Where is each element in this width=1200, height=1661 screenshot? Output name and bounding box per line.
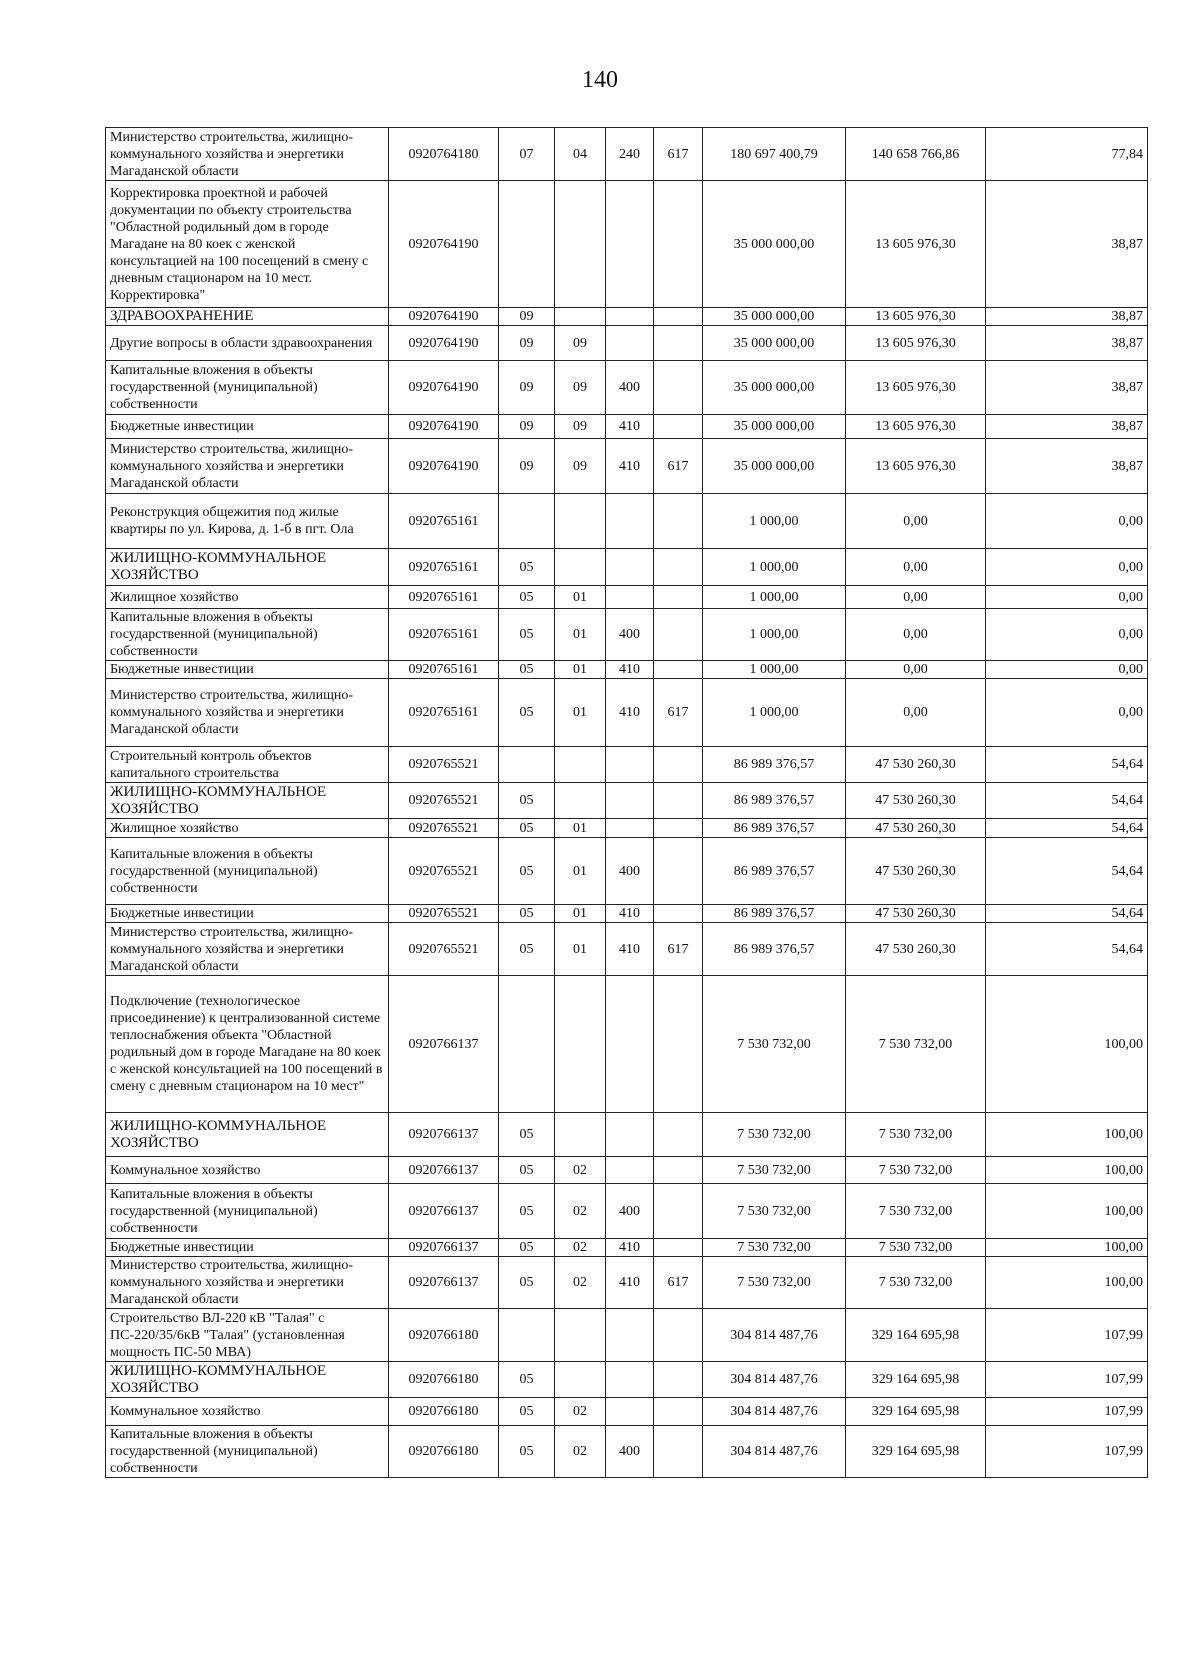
row-plan-amount: 1 000,00 — [703, 679, 846, 747]
row-section: 09 — [499, 439, 555, 494]
row-subsection — [555, 1309, 606, 1362]
row-percent: 0,00 — [986, 661, 1148, 679]
row-fact-amount: 13 605 976,30 — [846, 181, 986, 308]
row-code: 0920764190 — [389, 439, 499, 494]
row-section: 07 — [499, 128, 555, 181]
table-row — [106, 976, 1148, 1113]
row-grbs — [654, 586, 703, 609]
row-code: 0920766180 — [389, 1398, 499, 1426]
table-row — [106, 1398, 1148, 1426]
row-code: 0920765521 — [389, 747, 499, 783]
row-fact-amount: 329 164 695,98 — [846, 1309, 986, 1362]
row-fact-amount: 13 605 976,30 — [846, 415, 986, 439]
row-percent: 38,87 — [986, 415, 1148, 439]
row-name: Строительство ВЛ-220 кВ "Талая" с ПС-220/35/6кВ "Талая" (установленная мощность ПС-50 МВА) — [106, 1309, 389, 1362]
row-fact-amount: 329 164 695,98 — [846, 1398, 986, 1426]
row-grbs: 617 — [654, 679, 703, 747]
row-grbs — [654, 1362, 703, 1398]
row-expense-type: 410 — [606, 923, 654, 976]
table-row — [106, 415, 1148, 439]
row-grbs: 617 — [654, 128, 703, 181]
row-section — [499, 494, 555, 549]
row-name: Капитальные вложения в объекты государственной (муниципальной) собственности — [106, 609, 389, 661]
budget-table — [105, 127, 1148, 1478]
row-percent: 107,99 — [986, 1398, 1148, 1426]
row-name: Министерство строительства, жилищно-коммунального хозяйства и энергетики Магаданской области — [106, 679, 389, 747]
row-fact-amount: 13 605 976,30 — [846, 308, 986, 326]
row-section: 05 — [499, 819, 555, 838]
row-plan-amount: 1 000,00 — [703, 609, 846, 661]
row-name: ЖИЛИЩНО-КОММУНАЛЬНОЕ ХОЗЯЙСТВО — [106, 1113, 389, 1157]
row-grbs — [654, 494, 703, 549]
row-section: 05 — [499, 1113, 555, 1157]
row-code: 0920766180 — [389, 1362, 499, 1398]
page-number: 140 — [582, 67, 618, 93]
row-grbs — [654, 361, 703, 415]
table-row — [106, 609, 1148, 661]
table-row — [106, 1239, 1148, 1257]
row-name: Министерство строительства, жилищно-коммунального хозяйства и энергетики Магаданской области — [106, 1257, 389, 1309]
row-plan-amount: 86 989 376,57 — [703, 819, 846, 838]
row-name: Реконструкция общежития под жилые квартиры по ул. Кирова, д. 1-б в пгт. Ола — [106, 494, 389, 549]
table-row — [106, 1113, 1148, 1157]
row-section: 05 — [499, 661, 555, 679]
row-code: 0920766137 — [389, 1157, 499, 1184]
row-fact-amount: 7 530 732,00 — [846, 1113, 986, 1157]
table-row — [106, 326, 1148, 361]
table-row — [106, 783, 1148, 819]
row-fact-amount: 47 530 260,30 — [846, 783, 986, 819]
table-row — [106, 308, 1148, 326]
row-expense-type — [606, 1113, 654, 1157]
row-expense-type: 400 — [606, 1184, 654, 1239]
row-percent: 0,00 — [986, 586, 1148, 609]
row-expense-type — [606, 586, 654, 609]
table-row — [106, 1362, 1148, 1398]
table-row — [106, 586, 1148, 609]
row-expense-type: 410 — [606, 1257, 654, 1309]
row-grbs — [654, 326, 703, 361]
row-grbs — [654, 783, 703, 819]
row-name: Другие вопросы в области здравоохранения — [106, 326, 389, 361]
row-expense-type — [606, 494, 654, 549]
row-section: 05 — [499, 1257, 555, 1309]
row-plan-amount: 304 814 487,76 — [703, 1398, 846, 1426]
row-expense-type: 410 — [606, 415, 654, 439]
row-subsection — [555, 783, 606, 819]
row-plan-amount: 35 000 000,00 — [703, 308, 846, 326]
row-subsection — [555, 976, 606, 1113]
row-code: 0920765161 — [389, 679, 499, 747]
row-section: 05 — [499, 549, 555, 586]
row-expense-type: 400 — [606, 1426, 654, 1478]
row-section — [499, 181, 555, 308]
row-grbs — [654, 1426, 703, 1478]
row-name: Подключение (технологическое присоединение) к централизованной системе теплоснабжения объекта "Областной родильный дом в городе Магадане на 80 коек с женской консультацией на 100 посещений в смену с дневным стационаром на 10 мест" — [106, 976, 389, 1113]
row-percent: 100,00 — [986, 1184, 1148, 1239]
row-code: 0920765521 — [389, 923, 499, 976]
row-percent: 38,87 — [986, 361, 1148, 415]
row-code: 0920766180 — [389, 1309, 499, 1362]
row-fact-amount: 329 164 695,98 — [846, 1362, 986, 1398]
row-section: 09 — [499, 415, 555, 439]
row-subsection — [555, 1113, 606, 1157]
row-code: 0920766137 — [389, 1239, 499, 1257]
row-subsection: 09 — [555, 326, 606, 361]
row-expense-type — [606, 549, 654, 586]
row-grbs — [654, 1157, 703, 1184]
row-code: 0920764190 — [389, 415, 499, 439]
row-name: Коммунальное хозяйство — [106, 1398, 389, 1426]
row-name: Капитальные вложения в объекты государственной (муниципальной) собственности — [106, 838, 389, 905]
row-subsection: 09 — [555, 415, 606, 439]
row-section: 09 — [499, 326, 555, 361]
row-section: 05 — [499, 609, 555, 661]
row-grbs — [654, 609, 703, 661]
table-row — [106, 1426, 1148, 1478]
row-expense-type: 400 — [606, 609, 654, 661]
row-name: ЖИЛИЩНО-КОММУНАЛЬНОЕ ХОЗЯЙСТВО — [106, 783, 389, 819]
row-percent: 54,64 — [986, 747, 1148, 783]
row-percent: 38,87 — [986, 308, 1148, 326]
row-section: 05 — [499, 905, 555, 923]
row-percent: 107,99 — [986, 1309, 1148, 1362]
table-row — [106, 747, 1148, 783]
row-subsection: 09 — [555, 439, 606, 494]
row-section — [499, 976, 555, 1113]
row-plan-amount: 35 000 000,00 — [703, 361, 846, 415]
row-code: 0920765521 — [389, 838, 499, 905]
row-plan-amount: 86 989 376,57 — [703, 838, 846, 905]
row-subsection: 01 — [555, 923, 606, 976]
row-subsection: 09 — [555, 361, 606, 415]
row-grbs — [654, 181, 703, 308]
row-grbs — [654, 819, 703, 838]
row-code: 0920764190 — [389, 326, 499, 361]
row-percent: 54,64 — [986, 923, 1148, 976]
row-section: 05 — [499, 923, 555, 976]
table-row — [106, 128, 1148, 181]
row-expense-type — [606, 976, 654, 1113]
row-name: ЖИЛИЩНО-КОММУНАЛЬНОЕ ХОЗЯЙСТВО — [106, 1362, 389, 1398]
row-percent: 38,87 — [986, 439, 1148, 494]
row-fact-amount: 0,00 — [846, 679, 986, 747]
row-fact-amount: 0,00 — [846, 494, 986, 549]
row-percent: 54,64 — [986, 905, 1148, 923]
row-fact-amount: 7 530 732,00 — [846, 1239, 986, 1257]
row-fact-amount: 47 530 260,30 — [846, 747, 986, 783]
row-percent: 100,00 — [986, 1239, 1148, 1257]
row-plan-amount: 35 000 000,00 — [703, 181, 846, 308]
row-fact-amount: 329 164 695,98 — [846, 1426, 986, 1478]
row-subsection: 01 — [555, 905, 606, 923]
row-section: 05 — [499, 1362, 555, 1398]
row-percent: 38,87 — [986, 326, 1148, 361]
row-expense-type — [606, 747, 654, 783]
row-fact-amount: 7 530 732,00 — [846, 976, 986, 1113]
row-plan-amount: 7 530 732,00 — [703, 1257, 846, 1309]
row-expense-type: 410 — [606, 1239, 654, 1257]
row-percent: 100,00 — [986, 1257, 1148, 1309]
table-row — [106, 1309, 1148, 1362]
row-grbs — [654, 1113, 703, 1157]
table-row — [106, 661, 1148, 679]
row-name: Бюджетные инвестиции — [106, 661, 389, 679]
row-plan-amount: 35 000 000,00 — [703, 415, 846, 439]
row-name: Жилищное хозяйство — [106, 819, 389, 838]
row-plan-amount: 35 000 000,00 — [703, 326, 846, 361]
row-plan-amount: 7 530 732,00 — [703, 1157, 846, 1184]
row-grbs — [654, 308, 703, 326]
row-grbs: 617 — [654, 923, 703, 976]
row-subsection: 01 — [555, 819, 606, 838]
row-plan-amount: 7 530 732,00 — [703, 976, 846, 1113]
row-expense-type — [606, 308, 654, 326]
row-name: Бюджетные инвестиции — [106, 415, 389, 439]
row-name: ЖИЛИЩНО-КОММУНАЛЬНОЕ ХОЗЯЙСТВО — [106, 549, 389, 586]
row-grbs: 617 — [654, 439, 703, 494]
row-plan-amount: 304 814 487,76 — [703, 1426, 846, 1478]
row-grbs — [654, 838, 703, 905]
table-row — [106, 1157, 1148, 1184]
row-grbs — [654, 905, 703, 923]
row-fact-amount: 0,00 — [846, 549, 986, 586]
row-subsection: 01 — [555, 586, 606, 609]
row-section: 05 — [499, 679, 555, 747]
row-expense-type — [606, 181, 654, 308]
row-code: 0920765521 — [389, 819, 499, 838]
row-section: 05 — [499, 1398, 555, 1426]
table-row — [106, 679, 1148, 747]
table-row — [106, 838, 1148, 905]
row-code: 0920764190 — [389, 308, 499, 326]
row-name: Капитальные вложения в объекты государственной (муниципальной) собственности — [106, 1184, 389, 1239]
row-percent: 0,00 — [986, 494, 1148, 549]
row-percent: 0,00 — [986, 609, 1148, 661]
row-subsection — [555, 1362, 606, 1398]
row-grbs — [654, 549, 703, 586]
row-plan-amount: 7 530 732,00 — [703, 1184, 846, 1239]
row-plan-amount: 86 989 376,57 — [703, 783, 846, 819]
row-code: 0920765161 — [389, 661, 499, 679]
row-grbs — [654, 1398, 703, 1426]
row-subsection: 01 — [555, 679, 606, 747]
row-percent: 0,00 — [986, 549, 1148, 586]
row-code: 0920765161 — [389, 586, 499, 609]
row-code: 0920765161 — [389, 494, 499, 549]
row-code: 0920765521 — [389, 783, 499, 819]
row-percent: 54,64 — [986, 838, 1148, 905]
table-row — [106, 1184, 1148, 1239]
row-plan-amount: 1 000,00 — [703, 661, 846, 679]
row-expense-type: 400 — [606, 361, 654, 415]
row-name: Капитальные вложения в объекты государственной (муниципальной) собственности — [106, 1426, 389, 1478]
row-grbs — [654, 1184, 703, 1239]
row-plan-amount: 1 000,00 — [703, 586, 846, 609]
row-expense-type — [606, 1309, 654, 1362]
row-name: Министерство строительства, жилищно-коммунального хозяйства и энергетики Магаданской области — [106, 439, 389, 494]
row-grbs — [654, 1239, 703, 1257]
row-fact-amount: 7 530 732,00 — [846, 1184, 986, 1239]
row-name: Корректировка проектной и рабочей документации по объекту строительства "Областной родильный дом в городе Магадане на 80 коек с женской консультацией на 100 посещений в смену с дневным стационаром на 10 мест. Корректировка" — [106, 181, 389, 308]
table-row — [106, 549, 1148, 586]
row-grbs — [654, 415, 703, 439]
row-grbs — [654, 747, 703, 783]
row-code: 0920765161 — [389, 609, 499, 661]
row-percent: 77,84 — [986, 128, 1148, 181]
row-fact-amount: 0,00 — [846, 586, 986, 609]
row-subsection: 01 — [555, 609, 606, 661]
row-code: 0920766137 — [389, 976, 499, 1113]
row-code: 0920764190 — [389, 181, 499, 308]
row-name: ЗДРАВООХРАНЕНИЕ — [106, 308, 389, 326]
row-fact-amount: 47 530 260,30 — [846, 819, 986, 838]
row-section: 05 — [499, 586, 555, 609]
row-section: 05 — [499, 1184, 555, 1239]
row-name: Бюджетные инвестиции — [106, 1239, 389, 1257]
row-subsection — [555, 747, 606, 783]
table-row — [106, 905, 1148, 923]
row-code: 0920766137 — [389, 1113, 499, 1157]
row-code: 0920765161 — [389, 549, 499, 586]
row-expense-type — [606, 1362, 654, 1398]
row-expense-type: 240 — [606, 128, 654, 181]
row-expense-type — [606, 819, 654, 838]
row-grbs — [654, 1309, 703, 1362]
table-row — [106, 923, 1148, 976]
row-subsection: 02 — [555, 1398, 606, 1426]
row-name: Министерство строительства, жилищно-коммунального хозяйства и энергетики Магаданской области — [106, 923, 389, 976]
row-plan-amount: 35 000 000,00 — [703, 439, 846, 494]
row-subsection: 02 — [555, 1257, 606, 1309]
row-code: 0920764190 — [389, 361, 499, 415]
row-code: 0920765521 — [389, 905, 499, 923]
row-plan-amount: 86 989 376,57 — [703, 905, 846, 923]
row-fact-amount: 0,00 — [846, 609, 986, 661]
row-expense-type: 400 — [606, 838, 654, 905]
row-subsection: 02 — [555, 1239, 606, 1257]
row-plan-amount: 304 814 487,76 — [703, 1362, 846, 1398]
row-expense-type — [606, 1157, 654, 1184]
row-fact-amount: 140 658 766,86 — [846, 128, 986, 181]
row-subsection — [555, 494, 606, 549]
row-percent: 0,00 — [986, 679, 1148, 747]
row-fact-amount: 13 605 976,30 — [846, 361, 986, 415]
row-name: Строительный контроль объектов капитального строительства — [106, 747, 389, 783]
row-fact-amount: 7 530 732,00 — [846, 1257, 986, 1309]
table-row — [106, 181, 1148, 308]
table-row — [106, 361, 1148, 415]
row-section: 09 — [499, 361, 555, 415]
row-name: Бюджетные инвестиции — [106, 905, 389, 923]
row-subsection: 01 — [555, 838, 606, 905]
row-section: 05 — [499, 1239, 555, 1257]
row-plan-amount: 304 814 487,76 — [703, 1309, 846, 1362]
row-percent: 54,64 — [986, 783, 1148, 819]
row-plan-amount: 1 000,00 — [703, 494, 846, 549]
row-fact-amount: 13 605 976,30 — [846, 326, 986, 361]
row-grbs: 617 — [654, 1257, 703, 1309]
row-percent: 100,00 — [986, 1157, 1148, 1184]
row-expense-type: 410 — [606, 679, 654, 747]
row-name: Капитальные вложения в объекты государственной (муниципальной) собственности — [106, 361, 389, 415]
row-code: 0920764180 — [389, 128, 499, 181]
row-section: 09 — [499, 308, 555, 326]
row-fact-amount: 7 530 732,00 — [846, 1157, 986, 1184]
row-plan-amount: 180 697 400,79 — [703, 128, 846, 181]
table-row — [106, 819, 1148, 838]
row-plan-amount: 1 000,00 — [703, 549, 846, 586]
row-subsection: 01 — [555, 661, 606, 679]
row-code: 0920766180 — [389, 1426, 499, 1478]
row-grbs — [654, 661, 703, 679]
row-expense-type — [606, 783, 654, 819]
row-subsection — [555, 181, 606, 308]
row-section — [499, 747, 555, 783]
row-code: 0920766137 — [389, 1184, 499, 1239]
row-expense-type — [606, 326, 654, 361]
row-subsection — [555, 308, 606, 326]
row-percent: 107,99 — [986, 1426, 1148, 1478]
row-grbs — [654, 976, 703, 1113]
row-fact-amount: 0,00 — [846, 661, 986, 679]
row-expense-type: 410 — [606, 905, 654, 923]
row-subsection: 04 — [555, 128, 606, 181]
row-subsection: 02 — [555, 1426, 606, 1478]
row-percent: 107,99 — [986, 1362, 1148, 1398]
row-percent: 38,87 — [986, 181, 1148, 308]
row-expense-type: 410 — [606, 439, 654, 494]
row-section: 05 — [499, 1157, 555, 1184]
table-row — [106, 439, 1148, 494]
row-plan-amount: 7 530 732,00 — [703, 1239, 846, 1257]
row-name: Жилищное хозяйство — [106, 586, 389, 609]
row-expense-type — [606, 1398, 654, 1426]
row-section: 05 — [499, 838, 555, 905]
row-fact-amount: 47 530 260,30 — [846, 838, 986, 905]
table-row — [106, 1257, 1148, 1309]
row-code: 0920766137 — [389, 1257, 499, 1309]
row-section: 05 — [499, 783, 555, 819]
row-name: Министерство строительства, жилищно-коммунального хозяйства и энергетики Магаданской области — [106, 128, 389, 181]
row-name: Коммунальное хозяйство — [106, 1157, 389, 1184]
row-fact-amount: 47 530 260,30 — [846, 905, 986, 923]
row-section: 05 — [499, 1426, 555, 1478]
row-fact-amount: 13 605 976,30 — [846, 439, 986, 494]
row-percent: 100,00 — [986, 1113, 1148, 1157]
row-subsection — [555, 549, 606, 586]
row-fact-amount: 47 530 260,30 — [846, 923, 986, 976]
row-expense-type: 410 — [606, 661, 654, 679]
row-percent: 54,64 — [986, 819, 1148, 838]
row-plan-amount: 86 989 376,57 — [703, 923, 846, 976]
row-section — [499, 1309, 555, 1362]
row-subsection: 02 — [555, 1184, 606, 1239]
row-plan-amount: 86 989 376,57 — [703, 747, 846, 783]
row-plan-amount: 7 530 732,00 — [703, 1113, 846, 1157]
row-percent: 100,00 — [986, 976, 1148, 1113]
table-row — [106, 494, 1148, 549]
row-subsection: 02 — [555, 1157, 606, 1184]
